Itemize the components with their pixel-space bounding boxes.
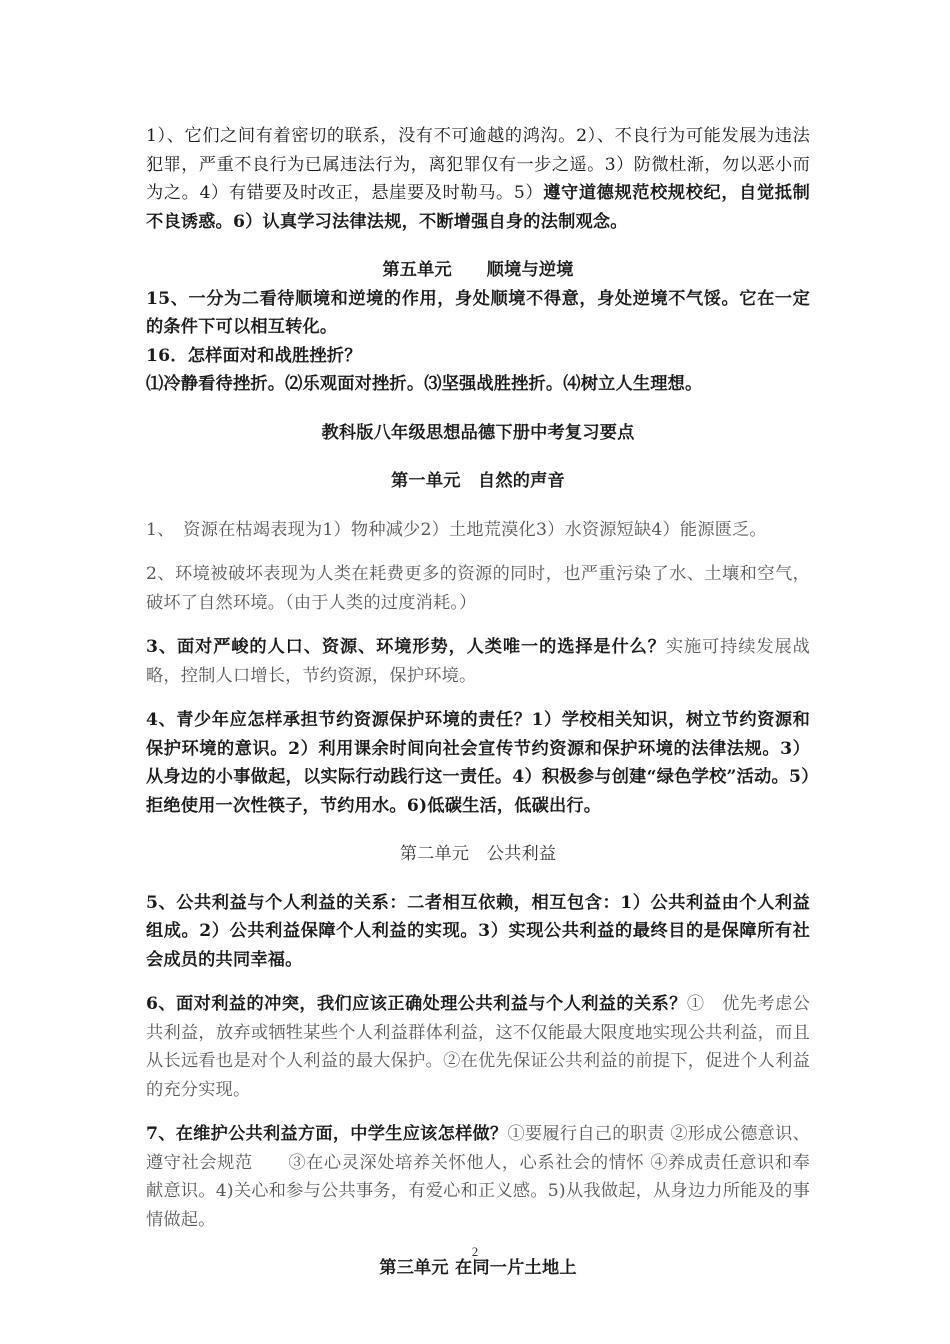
item-6-question: 6、面对利益的冲突，我们应该正确处理公共利益与个人利益的关系？ — [146, 994, 687, 1014]
item-15: 15、一分为二看待顺境和逆境的作用，身处顺境不得意，身处逆境不气馁。它在一定的条件下可以相互转化。 — [146, 288, 810, 337]
item-3 — [146, 633, 810, 690]
item-6 — [146, 990, 810, 1104]
item-16-question: 16．怎样面对和战胜挫折？ — [146, 345, 362, 366]
page-number: 2 — [471, 1244, 479, 1259]
item-16-answer: ⑴冷静看待挫折。⑵乐观面对挫折。⑶坚强战胜挫折。⑷树立人生理想。 — [146, 374, 703, 394]
text-normal: 1）、它们之间有着密切的联系，没有不可逾越的鸿沟。2）、不良行为可能发展为违法犯罪，严重不良行为已属违法行为，离犯罪仅有一步之遥。3）防微杜渐，勿以恶小而为之。4）有错要及时改正，悬崖要及时勒马。5） — [146, 126, 810, 203]
unit2-title: 第二单元 公共利益 — [399, 844, 557, 864]
item-1: 1、 资源在枯竭表现为1）物种减少2）土地荒漠化3）水资源短缺4）能源匮乏。 — [146, 519, 767, 540]
item-3-question: 3、面对严峻的人口、资源、环境形势，人类唯一的选择是什么？ — [146, 637, 666, 657]
item-7-question: 7、在维护公共利益方面，中学生应该怎样做？ — [146, 1124, 508, 1144]
unit5-title: 第五单元 顺境与逆境 — [382, 260, 574, 280]
document-page — [146, 122, 810, 1283]
item-7-answer: ①要履行自己的职责 ②形成公德意识、遵守社会规范 ③在心灵深处培养关怀他人，心系社会的情怀 ④养成责任意识和奉献意识。4)关心和参与公共事务，有爱心和正义感。5)从我做起，从身边力所能及的事情做起。 — [146, 1124, 810, 1230]
item-7 — [146, 1120, 810, 1234]
item-4: 4、青少年应怎样承担节约资源保护环境的责任？1）学校相关知识，树立节约资源和保护环境的意识。2）利用课余时间向社会宣传节约资源和保护环境的法律法规。3）从身边的小事做起，以实际行动践行这一责任。4）积极参与创建“绿色学校”活动。5）拒绝使用一次性筷子，节约用水。6)低碳生活，低碳出行。 — [146, 710, 810, 816]
text-bold: 遵守道德规范校规校纪，自觉抵制不良诱惑。6）认真学习法律法规，不断增强自身的法制观念。 — [146, 183, 810, 232]
main-title: 教科版八年级思想品德下册中考复习要点 — [321, 422, 635, 443]
item-6-answer: ① 优先考虑公共利益，放弃或牺牲某些个人利益群体利益，这不仅能最大限度地实现公共利益，而且从长远看也是对个人利益的最大保护。②在优先保证公共利益的前提下，促进个人利益的充分实现。 — [146, 994, 810, 1100]
item-2: 2、环境被破坏表现为人类在耗费更多的资源的同时，也严重污染了水、土壤和空气，破坏了自然环境。（由于人类的过度消耗。） — [146, 564, 810, 613]
unit3-title: 第三单元 在同一片土地上 — [379, 1258, 577, 1278]
item-3-answer: 实施可持续发展战略，控制人口增长，节约资源，保护环境。 — [146, 637, 810, 686]
item-5: 5、公共利益与个人利益的关系：二者相互依赖，相互包含：1）公共利益由个人利益组成。2）公共利益保障个人利益的实现。3）实现公共利益的最终目的是保障所有社会成员的共同幸福。 — [146, 892, 810, 970]
unit1-title: 第一单元 自然的声音 — [391, 471, 565, 491]
paragraph-behavior-crime — [146, 122, 810, 236]
